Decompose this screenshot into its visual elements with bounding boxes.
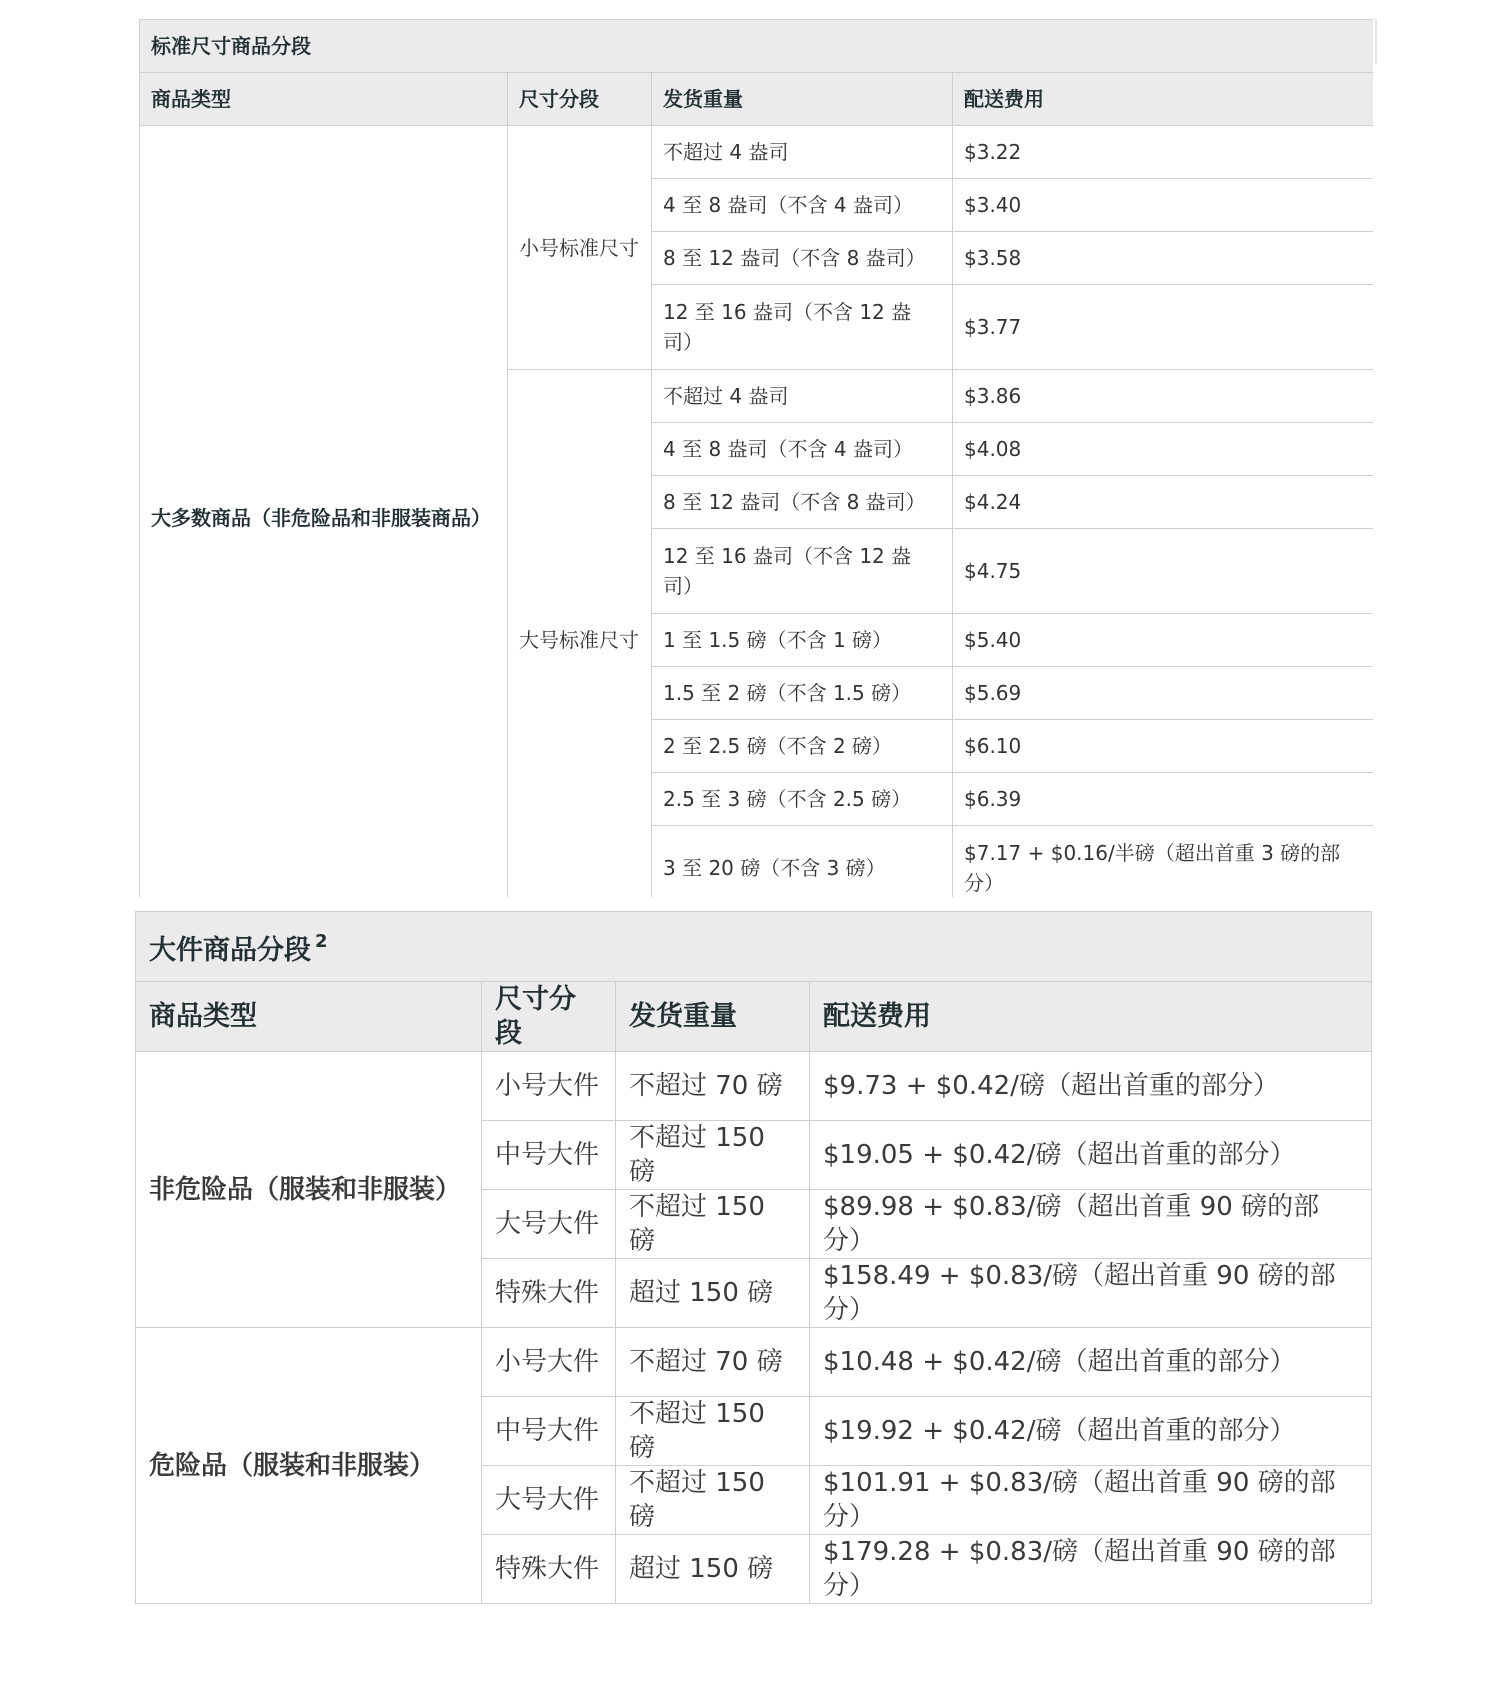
weight-cell: 4 至 8 盎司（不含 4 盎司） [652,423,953,476]
size-tier-cell: 小号大件 [482,1328,616,1397]
fee-cell: $9.73 + $0.42/磅（超出首重的部分） [810,1052,1372,1121]
weight-cell: 不超过 4 盎司 [652,370,953,423]
weight-cell: 不超过 150 磅 [616,1466,810,1535]
weight-cell: 3 至 20 磅（不含 3 磅） [652,826,953,898]
weight-cell: 12 至 16 盎司（不含 12 盎司） [652,285,953,370]
weight-cell: 2 至 2.5 磅（不含 2 磅） [652,720,953,773]
header-size-tier: 尺寸分段 [482,982,616,1052]
category-cell: 大多数商品（非危险品和非服装商品） [140,126,508,898]
fee-cell: $6.39 [953,773,1374,826]
fee-cell: $158.49 + $0.83/磅（超出首重 90 磅的部分） [810,1259,1372,1328]
size-tier-cell: 大号标准尺寸 [508,370,652,898]
footnote-marker: 2 [315,931,328,952]
weight-cell: 不超过 150 磅 [616,1121,810,1190]
weight-cell: 不超过 150 磅 [616,1190,810,1259]
header-fulfillment-fee: 配送费用 [953,73,1374,126]
weight-cell: 4 至 8 盎司（不含 4 盎司） [652,179,953,232]
weight-cell: 超过 150 磅 [616,1535,810,1604]
header-product-type: 商品类型 [136,982,482,1052]
oversize-table [135,911,1372,1604]
fee-cell: $3.86 [953,370,1374,423]
size-tier-cell: 大号大件 [482,1190,616,1259]
size-tier-cell: 小号标准尺寸 [508,126,652,370]
fee-cell: $179.28 + $0.83/磅（超出首重 90 磅的部分） [810,1535,1372,1604]
standard-size-table-section [139,19,1373,897]
standard-size-table [139,19,1373,897]
fee-cell: $5.69 [953,667,1374,720]
weight-cell: 8 至 12 盎司（不含 8 盎司） [652,232,953,285]
fee-cell: $4.24 [953,476,1374,529]
fee-cell: $3.40 [953,179,1374,232]
table-row [136,1328,1372,1397]
fee-cell: $101.91 + $0.83/磅（超出首重 90 磅的部分） [810,1466,1372,1535]
header-shipping-weight: 发货重量 [616,982,810,1052]
weight-cell: 12 至 16 盎司（不含 12 盎司） [652,529,953,614]
weight-cell: 1 至 1.5 磅（不含 1 磅） [652,614,953,667]
fee-cell: $5.40 [953,614,1374,667]
table-edge-divider [1375,19,1377,64]
weight-cell: 超过 150 磅 [616,1259,810,1328]
fee-cell: $89.98 + $0.83/磅（超出首重 90 磅的部分） [810,1190,1372,1259]
size-tier-cell: 特殊大件 [482,1535,616,1604]
size-tier-cell: 中号大件 [482,1397,616,1466]
oversize-title-text: 大件商品分段 [149,935,311,966]
fee-cell: $10.48 + $0.42/磅（超出首重的部分） [810,1328,1372,1397]
fee-cell: $19.92 + $0.42/磅（超出首重的部分） [810,1397,1372,1466]
header-shipping-weight: 发货重量 [652,73,953,126]
table-row [140,126,1374,179]
fee-cell: $3.58 [953,232,1374,285]
size-tier-cell: 小号大件 [482,1052,616,1121]
weight-cell: 不超过 70 磅 [616,1328,810,1397]
category-cell: 非危险品（服装和非服装） [136,1052,482,1328]
standard-table-title: 标准尺寸商品分段 [140,20,1374,73]
weight-cell: 不超过 70 磅 [616,1052,810,1121]
fee-cell: $3.77 [953,285,1374,370]
weight-cell: 1.5 至 2 磅（不含 1.5 磅） [652,667,953,720]
header-size-tier: 尺寸分段 [508,73,652,126]
size-tier-cell: 特殊大件 [482,1259,616,1328]
fee-cell: $4.75 [953,529,1374,614]
oversize-table-title [136,912,1372,982]
weight-cell: 不超过 4 盎司 [652,126,953,179]
fee-cell: $7.17 + $0.16/半磅（超出首重 3 磅的部分） [953,826,1374,898]
weight-cell: 不超过 150 磅 [616,1397,810,1466]
header-fulfillment-fee: 配送费用 [810,982,1372,1052]
size-tier-cell: 中号大件 [482,1121,616,1190]
weight-cell: 2.5 至 3 磅（不含 2.5 磅） [652,773,953,826]
fee-cell: $4.08 [953,423,1374,476]
header-product-type: 商品类型 [140,73,508,126]
table-row [136,1052,1372,1121]
category-cell: 危险品（服装和非服装） [136,1328,482,1604]
fee-cell: $3.22 [953,126,1374,179]
fee-cell: $19.05 + $0.42/磅（超出首重的部分） [810,1121,1372,1190]
fee-cell: $6.10 [953,720,1374,773]
weight-cell: 8 至 12 盎司（不含 8 盎司） [652,476,953,529]
size-tier-cell: 大号大件 [482,1466,616,1535]
